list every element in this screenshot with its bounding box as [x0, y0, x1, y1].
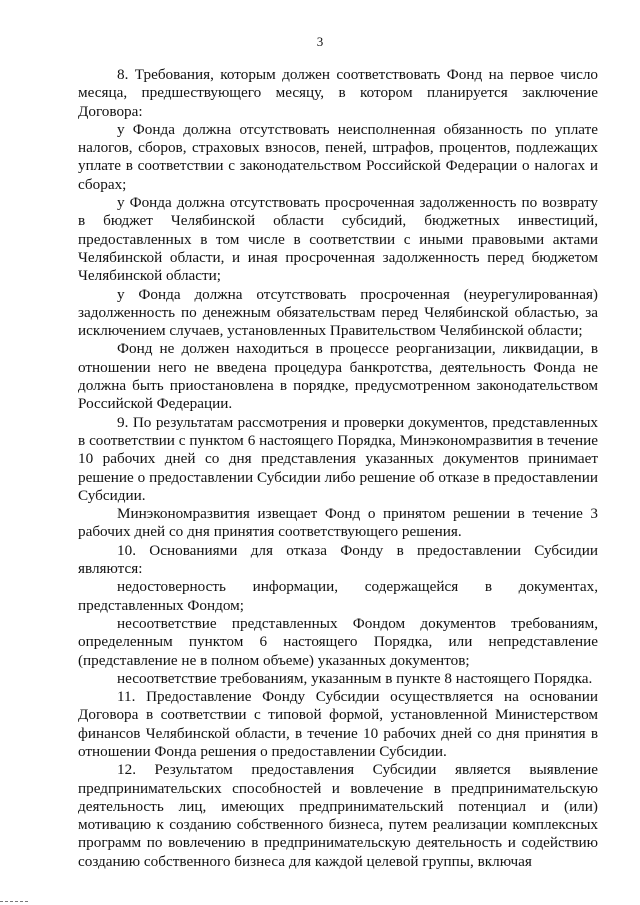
paragraph-10-unreliable-info: недостоверность информации, содержащейся в документах, представленных Фондом;: [78, 578, 598, 614]
page-number: 3: [316, 34, 324, 49]
paragraph-8-monetary-debt: у Фонда должна отсутствовать просроченная (неурегулированная) задолженность по денежным обязательствам перед Челябинской областью, за исключением случаев, установленных Правительством Челябинской области;: [78, 285, 598, 340]
document-body: [78, 66, 598, 871]
paragraph-8-reorganization: Фонд не должен находиться в процессе реорганизации, ликвидации, в отношении него не введена процедура банкротства, деятельность Фонда не должна быть приостановлена в порядке, предусмотренном законодательством Российской Федерации.: [78, 340, 598, 413]
paragraph-8-taxes: у Фонда должна отсутствовать неисполненная обязанность по уплате налогов, сборов, страховых взносов, пеней, штрафов, процентов, подлежащих уплате в соответствии с законодательством Российской Федерации о налогах и сборах;: [78, 120, 598, 193]
footer-divider: [0, 901, 28, 903]
paragraph-8-budget-debt: у Фонда должна отсутствовать просроченная задолженность по возврату в бюджет Челябинской области субсидий, бюджетных инвестиций, предоставленных в том числе в соответствии с иными правовыми актами Челябинской области, и иная просроченная задолженность перед бюджетом Челябинской области;: [78, 194, 598, 285]
paragraph-9-notification: Минэкономразвития извещает Фонд о принятом решении в течение 3 рабочих дней со дня принятия соответствующего решения.: [78, 505, 598, 541]
paragraph-10-requirements-mismatch: несоответствие требованиям, указанным в пункте 8 настоящего Порядка.: [117, 669, 593, 687]
paragraph-10-documents-mismatch: несоответствие представленных Фондом документов требованиям, определенным пунктом 6 настоящего Порядка, или непредставление (представление не в полном объеме) указанных документов;: [78, 614, 598, 669]
paragraph-9-decision: 9. По результатам рассмотрения и проверки документов, представленных в соответствии с пунктом 6 настоящего Порядка, Минэкономразвития в течение 10 рабочих дней со дня представления указанных документов принимает решение о предоставлении Субсидии либо решение об отказе в предоставлении Субсидии.: [78, 413, 598, 504]
paragraph-12-result: 12. Результатом предоставления Субсидии является выявление предпринимательских способностей и вовлечение в предпринимательскую деятельность лиц, имеющих предпринимательский потенциал и (или) мотивацию к созданию собственного бизнеса, путем реализации комплексных программ по вовлечению в предпринимательскую деятельность и содействию созданию собственного бизнеса для каждой целевой группы, включая: [78, 761, 598, 870]
paragraph-10-intro: 10. Основаниями для отказа Фонду в предоставлении Субсидии являются:: [78, 541, 598, 578]
paragraph-11-agreement: 11. Предоставление Фонду Субсидии осуществляется на основании Договора в соответствии с типовой формой, установленной Министерством финансов Челябинской области, в течение 10 рабочих дней со дня принятия в отношении Фонда решения о предоставлении Субсидии.: [78, 688, 598, 760]
paragraph-8-intro: 8. Требования, которым должен соответствовать Фонд на первое число месяца, предшествующего месяцу, в котором планируется заключение Договора:: [78, 66, 598, 120]
